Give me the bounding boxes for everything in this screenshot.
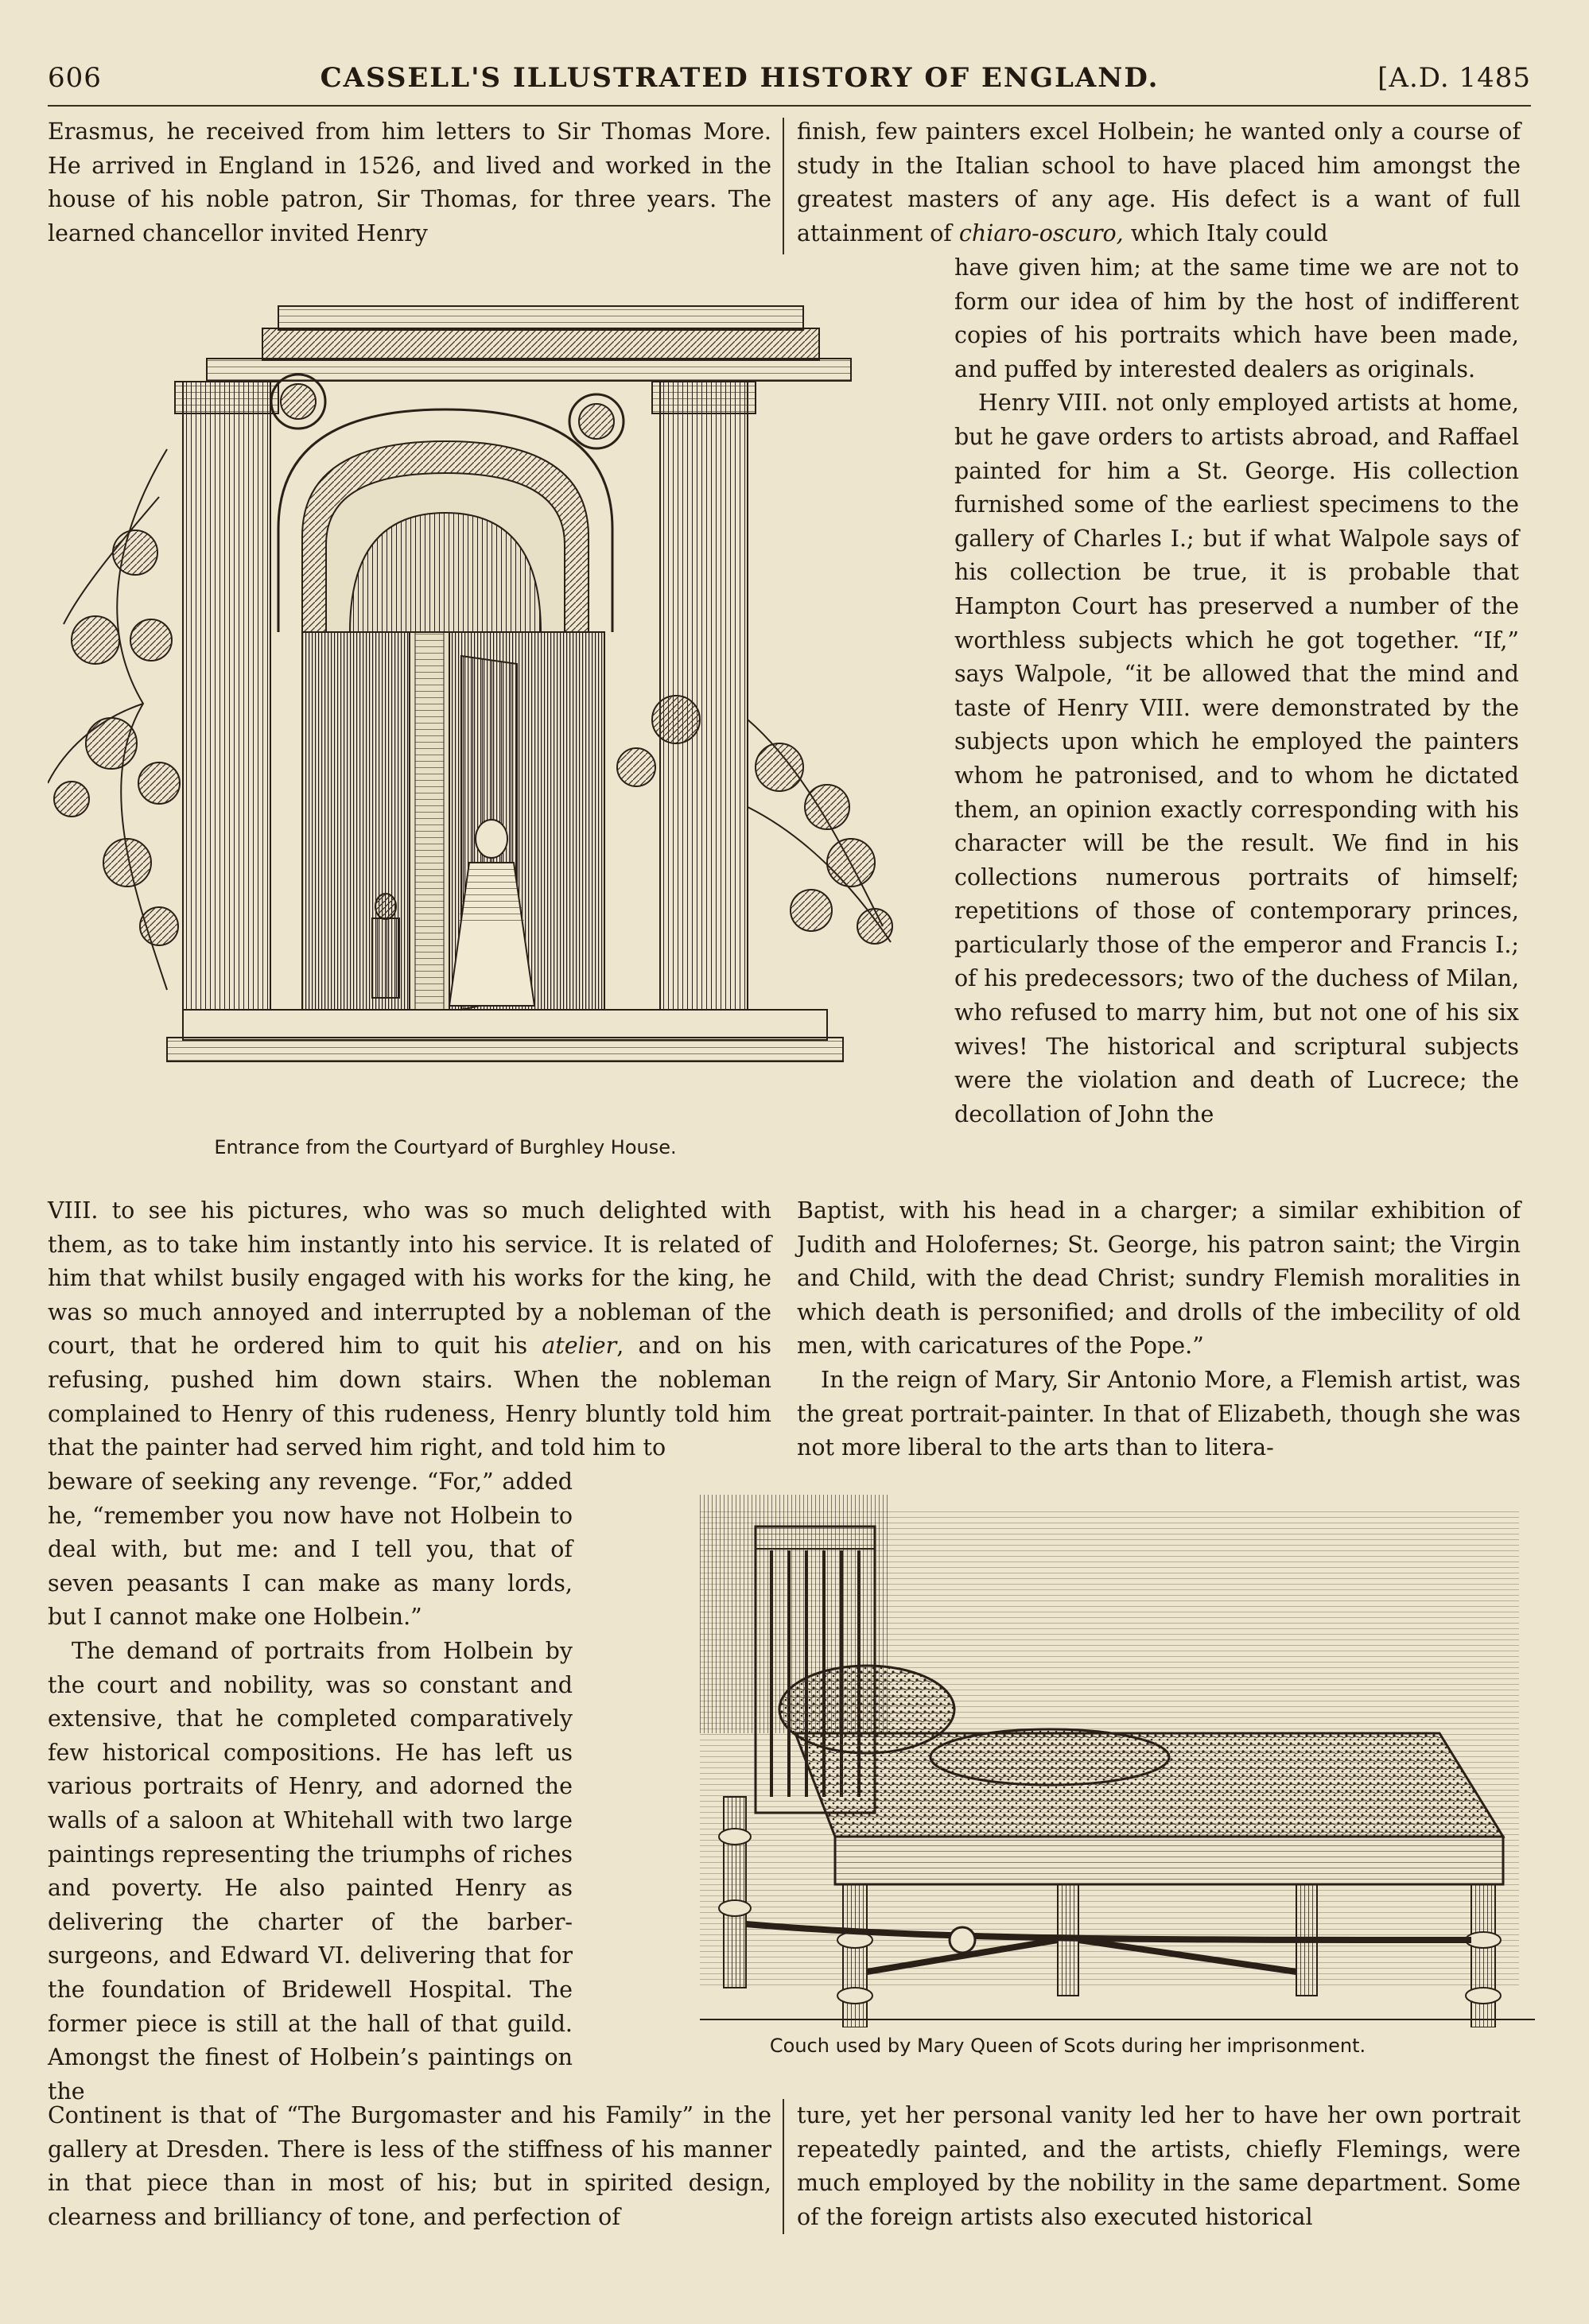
couch-engraving [612,1495,1539,2027]
left-middle-text-start: VIII. to see his pictures, who was so much delighted with them, as to take him instantly into his service. It is related of him that whilst busily engaged with his works for the king, he was so much annoyed and interrupted by a nobleman of the court, that he ordered him to quit his [48,1197,771,1360]
right-column-narrow [954,251,1519,1131]
holbein-quote-paragraph: beware of seeking any revenge. “For,” added he, “remember you now have not Holbein to deal with, but me: and I tell you, that of seven peasants I can make as many lords, but I cannot make one Holbein.” [48,1469,573,1631]
burghley-entrance-illustration [48,290,903,1117]
burghley-entrance-engraving [48,290,903,1117]
chiaro-oscuro-italic: chiaro-oscuro, [958,219,1124,246]
running-title: CASSELL'S ILLUSTRATED HISTORY OF ENGLAND. [320,62,1160,94]
couch-illustration [612,1495,1539,2027]
henry-collection-paragraph: Henry VIII. not only employed artists at home, but he gave orders to artists abroad, and Raffael painted for him a St. George. His collection furnished some of the earliest specimens to the gallery of Charles I.; but if what Walpole says of his collection be true, it is probable that Hampton Court has preserved a number of the worthless subjects which he got together. “If,” says Walpole, “it be allowed that the mind and taste of Henry VIII. were demonstrated by the subjects upon which he employed the painters whom he patronised, and to whom he dictated them, an opinion exactly corresponding with his character will be the result. We find in his collections numerous portraits of himself; repetitions of those of contemporary princes, particularly those of the emperor and Francis I.; of his predecessors; two of the duchess of Milan, who refused to marry him, but not one of his six wives! The historical and scriptural subjects were the violation and death of Lucrece; the decollation of John the [954,390,1519,1127]
column-divider-top [783,118,784,254]
left-middle-text-end: , and on his refusing, pushed him down stairs. When the nobleman complained to Henry of this rudeness, Henry bluntly told him that the painter had served him right, and told him to [48,1333,771,1461]
burghley-caption: Entrance from the Courtyard of Burghley House. [214,1136,677,1158]
left-column-narrow [48,1465,573,2109]
left-column-middle [48,1194,771,1465]
atelier-italic: atelier [542,1333,617,1360]
right-column-middle [797,1194,1521,1465]
portraits-demand-paragraph: The demand of portraits from Holbein by the court and nobility, was so constant and extensive, that he completed comparatively few historical compositions. He has left us various portraits of Henry, and adorned the walls of a saloon at Whitehall with two large paintings representing the triumphs of riches and poverty. He also painted Henry as delivering the charter of the barber-surgeons, and Edward VI. delivering that for the foundation of Bridewell Hospital. The former piece is still at the hall of that guild. Amongst the finest of Holbein’s paintings on the [48,1637,573,2105]
right-column-top [797,115,1521,250]
couch-caption: Couch used by Mary Queen of Scots during her imprisonment. [769,2035,1366,2057]
left-bottom-paragraph: Continent is that of “The Burgomaster and his Family” in the gallery at Dresden. There is less of the stiffness of his manner in that piece than in most of his; but in spirited design, clearness and brilliancy of tone, and perfection of [48,2102,771,2230]
page-number: 606 [48,62,102,94]
column-divider-bottom [783,2099,784,2234]
right-top-text-end: which Italy could [1123,219,1328,246]
right-top-paragraph [797,115,1521,250]
baptist-paragraph: Baptist, with his head in a charger; a similar exhibition of Judith and Holofernes; St. George, his patron saint; the Virgin and Child, with the dead Christ; sundry Flemish moralities in which death is personified; and drolls of the imbecility of old men, with caricatures of the Pope.” [797,1197,1521,1360]
left-middle-paragraph [48,1194,771,1465]
left-column-top [48,115,771,250]
mary-reign-paragraph: In the reign of Mary, Sir Antonio More, a Flemish artist, was the great portrait-painter. In that of Elizabeth, though she was not more liberal to the arts than to litera- [797,1366,1521,1461]
right-column-bottom [797,2099,1521,2234]
left-top-paragraph: Erasmus, he received from him letters to Sir Thomas More. He arrived in England in 1526, and lived and worked in the house of his noble patron, Sir Thomas, for three years. The learned chancellor invited Henry [48,118,771,246]
indifferent-copies-paragraph: have given him; at the same time we are not to form our idea of him by the host of indifferent copies of his portraits which have been made, and puffed by interested dealers as originals. [954,254,1519,382]
right-bottom-paragraph: ture, yet her personal vanity led her to have her own portrait repeatedly painted, and the artists, chiefly Flemings, were much employed by the nobility in the same department. Some of the foreign artists also executed historical [797,2102,1521,2230]
header-rule [48,105,1531,107]
left-column-bottom [48,2099,771,2234]
right-top-text-start: finish, few painters excel Holbein; he wanted only a course of study in the Italian school to have placed him amongst the greatest masters of any age. His defect is a want of full attainment of [797,118,1521,246]
header-date: [A.D. 1485 [1377,62,1531,94]
running-header [48,62,1531,102]
